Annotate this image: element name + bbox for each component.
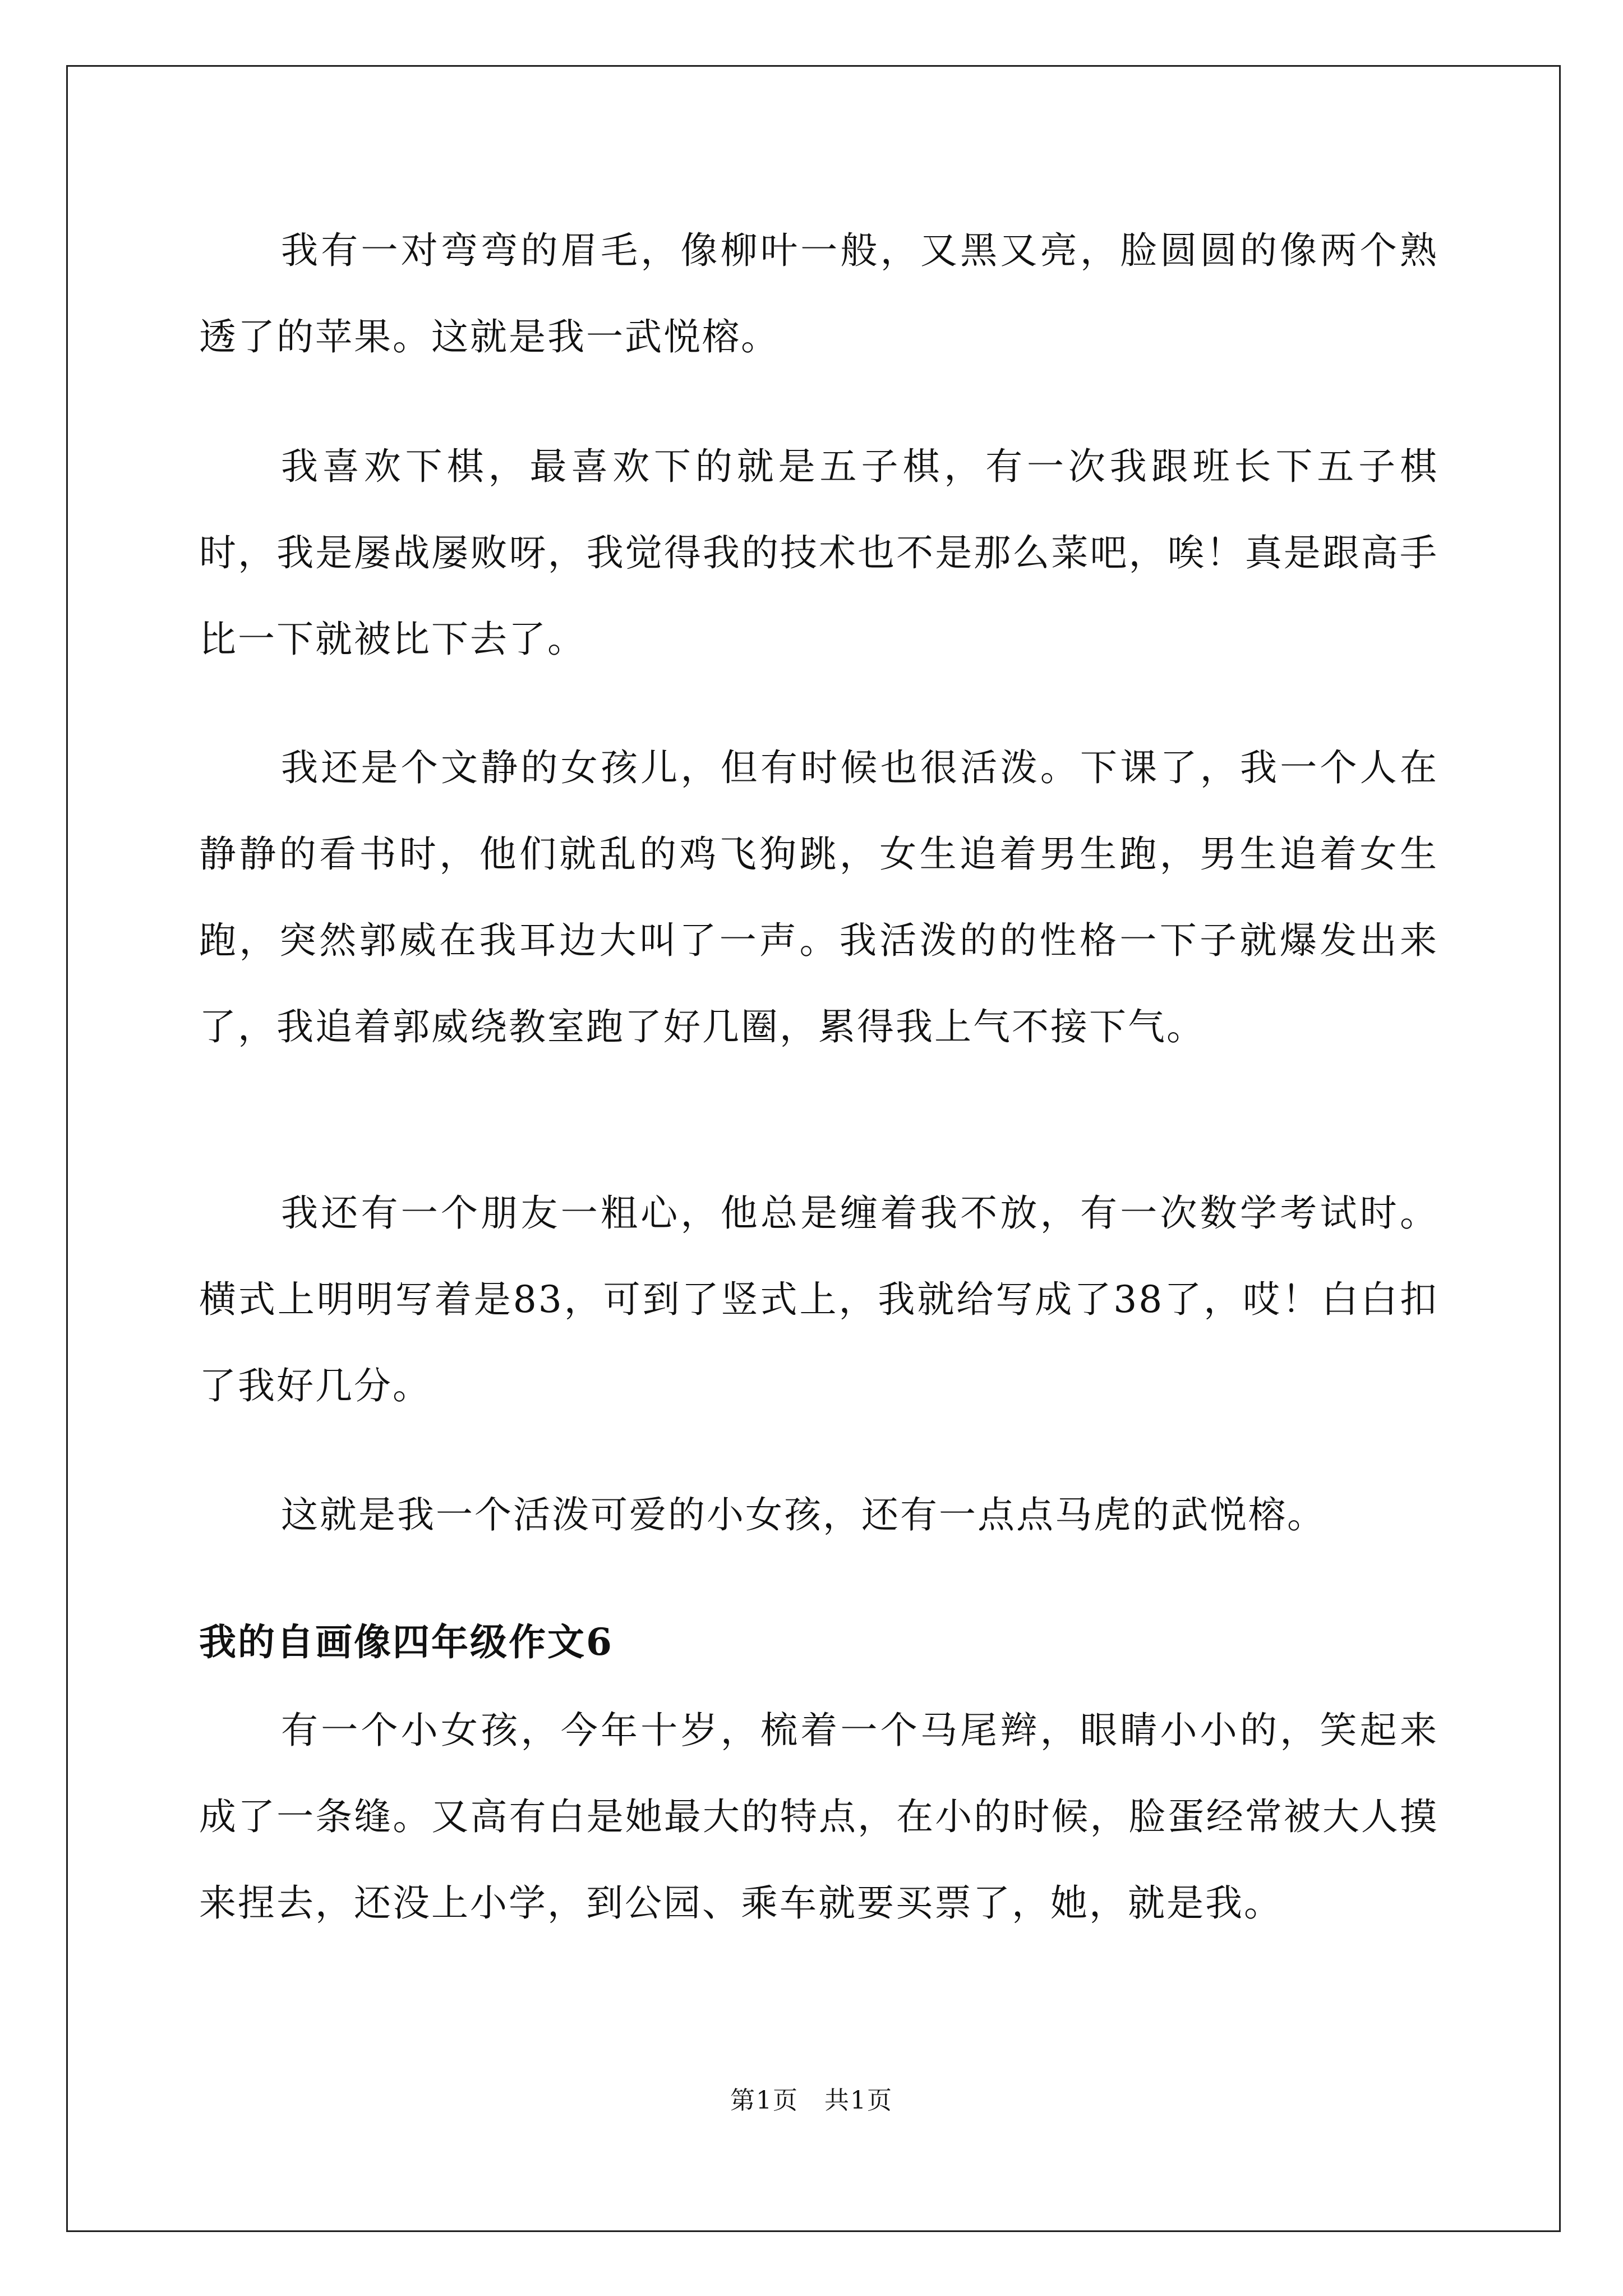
page-number-footer: 第1页 共1页 xyxy=(730,2086,893,2115)
paragraph-3: 我还是个文静的女孩儿，但有时候也很活泼。下课了，我一个人在静静的看书时，他们就乱的鸡飞狗跳，女生追着男生跑，男生追着女生跑，突然郭威在我耳边大叫了一声。我活泼的的性格一下子就爆发出来了，我追着郭威绕教室跑了好几圈，累得我上气不接下气。 xyxy=(199,746,1438,1048)
paragraph-2: 我喜欢下棋，最喜欢下的就是五子棋，有一次我跟班长下五子棋时，我是屡战屡败呀，我觉得我的技术也不是那么菜吧，唉！真是跟高手比一下就被比下去了。 xyxy=(199,445,1438,661)
paragraph-1: 我有一对弯弯的眉毛，像柳叶一般，又黑又亮，脸圆圆的像两个熟透了的苹果。这就是我一武悦榕。 xyxy=(199,229,1438,358)
paragraph-4: 我还有一个朋友一粗心，他总是缠着我不放，有一次数学考试时。横式上明明写着是83，可到了竖式上，我就给写成了38了，哎！白白扣了我好几分。 xyxy=(199,1191,1438,1407)
section-heading: 我的自画像四年级作文6 xyxy=(199,1620,614,1664)
paragraph-5: 这就是我一个活泼可爱的小女孩，还有一点点马虎的武悦榕。 xyxy=(281,1493,1326,1536)
paragraph-6: 有一个小女孩，今年十岁，梳着一个马尾辫，眼睛小小的，笑起来成了一条缝。又高有白是她最大的特点，在小的时候，脸蛋经常被大人摸来捏去，还没上小学，到公园、乘车就要买票了，她，就是我。 xyxy=(199,1709,1438,1925)
